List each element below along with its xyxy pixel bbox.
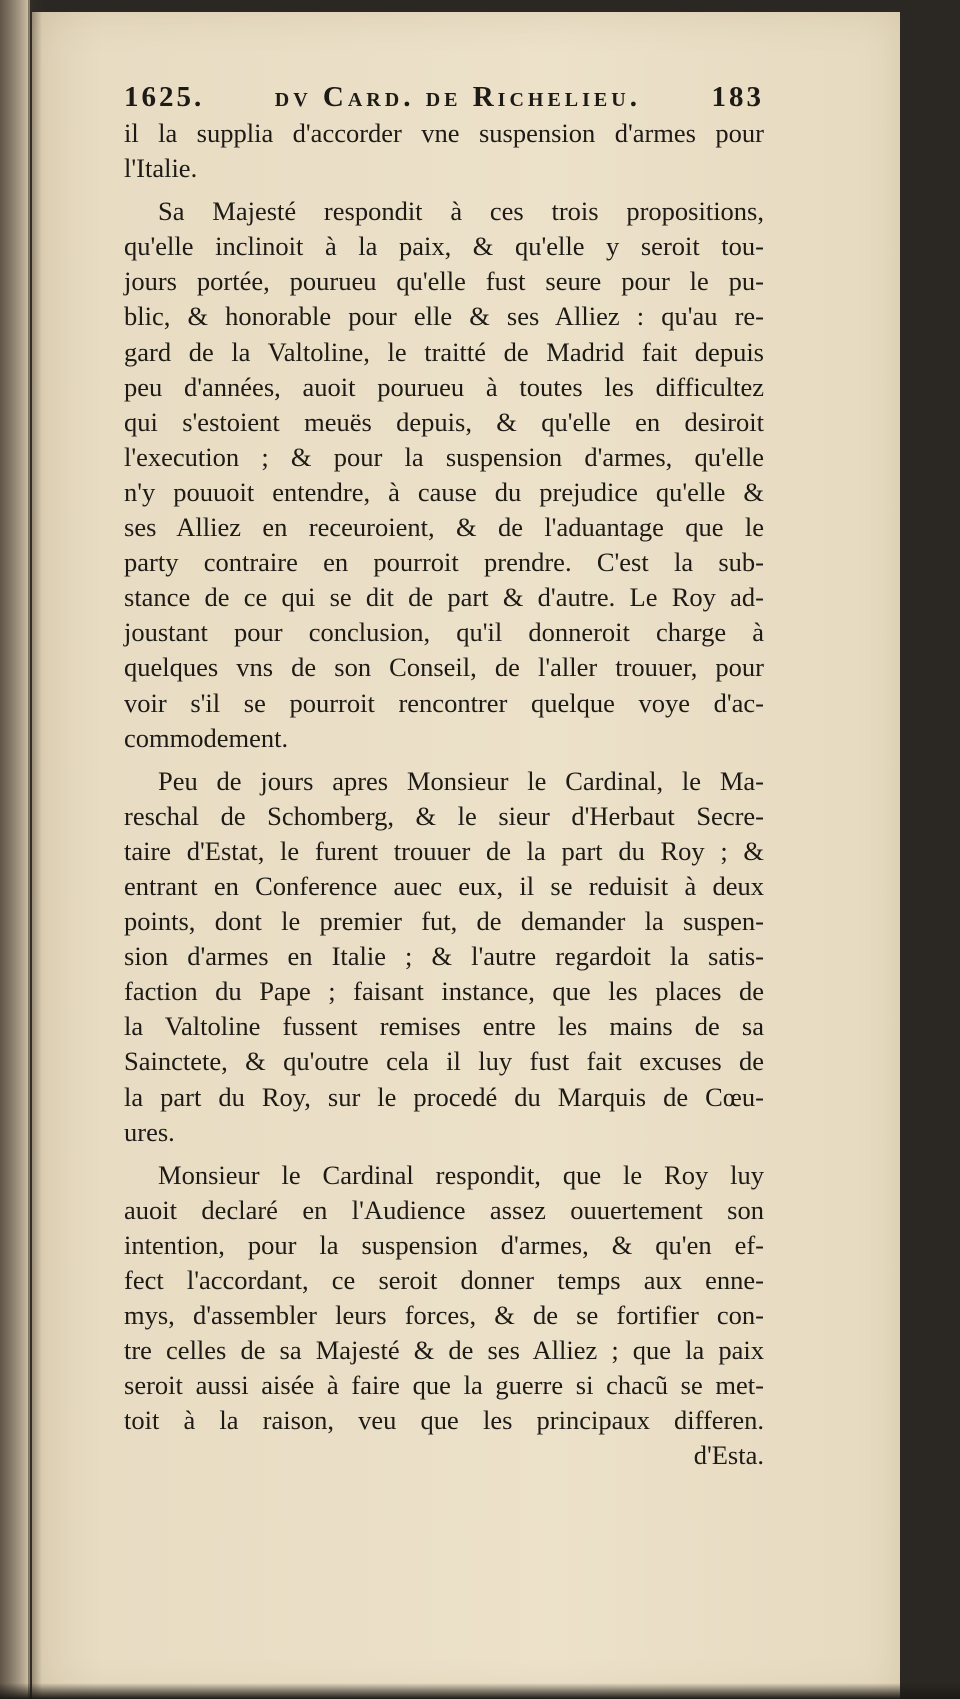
text-line: voir s'il se pourroit rencontrer quelque voye d'ac-	[124, 687, 764, 718]
text-line: qu'elle inclinoit à la paix, & qu'elle y seroit tou-	[124, 231, 764, 262]
text-line: seroit aussi aisée à faire que la guerre si chacũ se met-	[124, 1370, 764, 1401]
header-year: 1625.	[124, 81, 205, 113]
text-line: jours portée, pourueu qu'elle fust seure pour le pu-	[124, 266, 764, 297]
text-line: Sainctete, & qu'outre cela il luy fust fait excuses de	[124, 1046, 764, 1077]
catchword-row	[124, 1438, 764, 1473]
text-line: la part du Roy, sur le procedé du Marquis de Cœu-	[124, 1081, 764, 1112]
text-line: taire d'Estat, le furent trouuer de la part du Roy ; &	[124, 835, 764, 866]
running-header	[124, 78, 764, 116]
text-line: blic, & honorable pour elle & ses Alliez : qu'au re-	[124, 301, 764, 332]
text-line: mys, d'assembler leurs forces, & de se fortifier con-	[124, 1300, 764, 1331]
paragraph	[124, 1158, 764, 1439]
page-number: 183	[711, 81, 764, 113]
text-line: points, dont le premier fut, de demander la suspen-	[124, 906, 764, 937]
text-line: auoit declaré en l'Audience assez ouuertement son	[124, 1194, 764, 1225]
text-line: reschal de Schomberg, & le sieur d'Herbaut Secre-	[124, 800, 764, 831]
text-line: ures.	[124, 1116, 175, 1147]
text-line: n'y pouuoit entendre, à cause du prejudice qu'elle &	[124, 476, 764, 507]
text-line: Peu de jours apres Monsieur le Cardinal, le Ma-	[158, 765, 764, 796]
text-line: gard de la Valtoline, le traitté de Madrid fait depuis	[124, 336, 764, 367]
paragraph	[124, 194, 764, 756]
text-line: joustant pour conclusion, qu'il donneroit charge à	[124, 617, 764, 648]
text-line: party contraire en pourroit prendre. C'est la sub-	[124, 547, 764, 578]
text-line: entrant en Conference auec eux, il se reduisit à deux	[124, 870, 764, 901]
text-line: Sa Majesté respondit à ces trois propositions,	[158, 196, 764, 227]
text-line: quelques vns de son Conseil, de l'aller trouuer, pour	[124, 652, 764, 683]
text-line: toit à la raison, veu que les principaux differen.	[124, 1405, 764, 1436]
header-title: dv Card. de Richelieu.	[274, 81, 641, 113]
left-page-edge	[0, 0, 30, 1699]
text-line: fect l'accordant, ce seroit donner temps aux enne-	[124, 1265, 764, 1295]
text-line: il la supplia d'accorder vne suspension d'armes pour	[124, 118, 764, 148]
text-line: intention, pour la suspension d'armes, & qu'en ef-	[124, 1229, 764, 1260]
text-line: l'execution ; & pour la suspension d'armes, qu'elle	[124, 441, 764, 472]
text-line: ses Alliez en receuroient, & de l'aduantage que le	[124, 512, 764, 543]
paragraph	[124, 764, 764, 1150]
text-line: stance de ce qui se dit de part & d'autre. Le Roy ad-	[124, 582, 764, 613]
text-line: faction du Pape ; faisant instance, que les places de	[124, 976, 764, 1007]
text-line: sion d'armes en Italie ; & l'autre regardoit la satis-	[124, 941, 764, 972]
text-line: tre celles de sa Majesté & de ses Alliez ; que la paix	[124, 1335, 764, 1366]
text-line: la Valtoline fussent remises entre les mains de sa	[124, 1011, 764, 1042]
text-line: commodement.	[124, 722, 289, 753]
text-block	[124, 78, 764, 1473]
paragraph	[124, 116, 764, 186]
text-line: peu d'années, auoit pourueu à toutes les difficultez	[124, 371, 764, 402]
book-page	[32, 12, 900, 1699]
text-line: l'Italie.	[124, 153, 198, 184]
text-line: Monsieur le Cardinal respondit, que le Roy luy	[158, 1159, 764, 1190]
catchword: d'Esta.	[693, 1440, 764, 1471]
text-line: qui s'estoient meuës depuis, & qu'elle en desiroit	[124, 406, 764, 437]
bottom-shadow	[0, 1683, 960, 1699]
spine-shadow	[28, 0, 42, 1699]
